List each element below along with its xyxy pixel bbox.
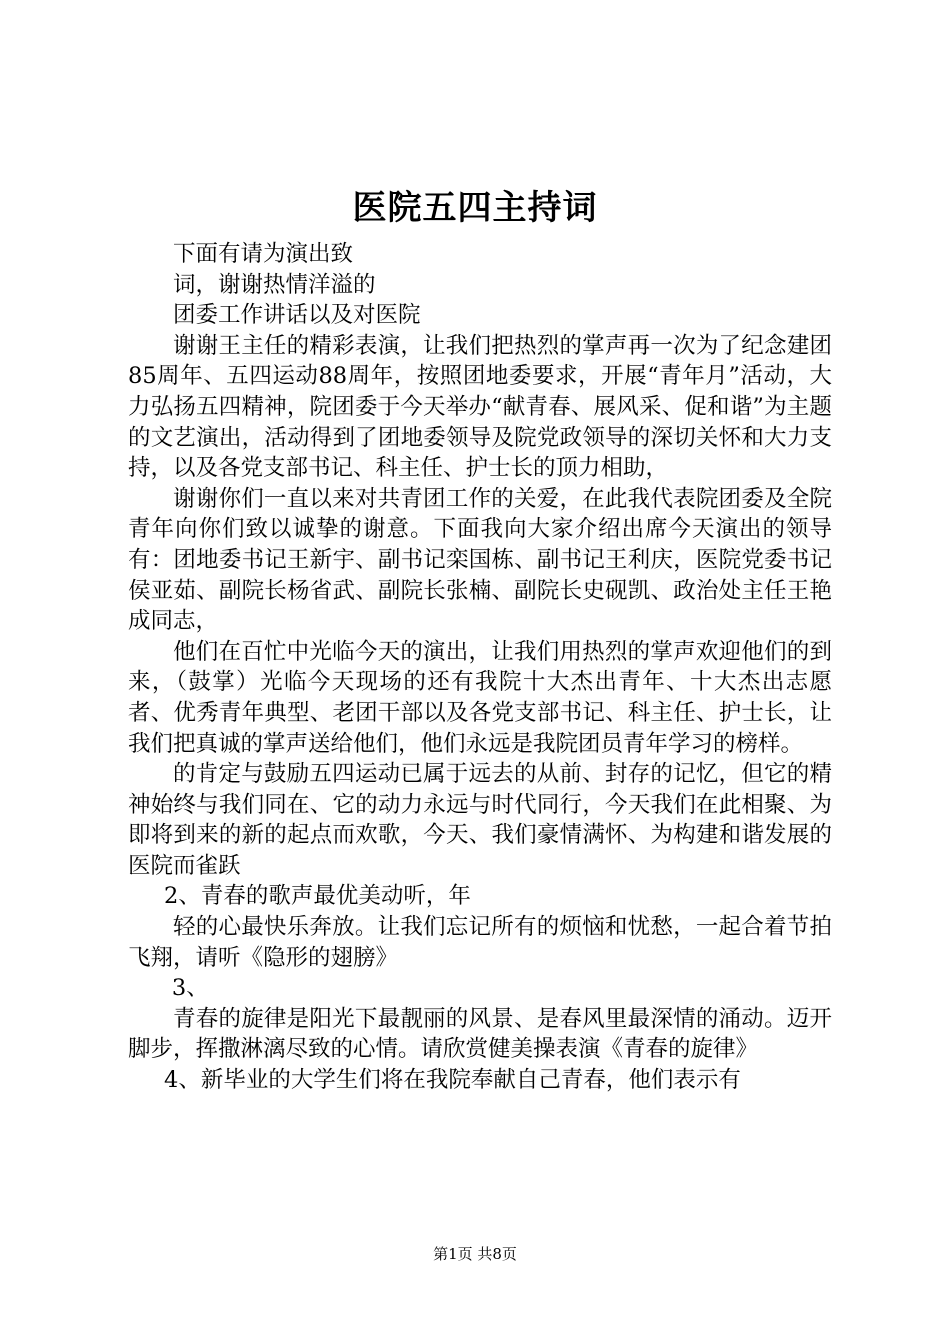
paragraph: 2、青春的歌声最优美动听，年 xyxy=(164,883,471,910)
paragraph: 3、 xyxy=(171,975,209,1002)
paragraph: 轻的心最快乐奔放。让我们忘记所有的烦恼和忧愁，一起合着节拍飞翔，请听《隐形的翅膀》 xyxy=(128,914,832,971)
paragraph: 词，谢谢热情洋溢的 xyxy=(173,271,376,298)
paragraph: 谢谢王主任的精彩表演，让我们把热烈的掌声再一次为了纪念建团85周年、五四运动88周年，按照团地委要求，开展“青年月”活动，大力弘扬五四精神，院团委于今天举办“献青春、展风采、促和谐”为主题的文艺演出，活动得到了团地委领导及院党政领导的深切关怀和大力支持，以及各党支部书记、科主任、护士长的顶力相助， xyxy=(128,332,832,482)
page-footer: 第1页 共8页 xyxy=(433,1245,517,1263)
paragraph: 团委工作讲话以及对医院 xyxy=(173,302,421,329)
paragraph: 下面有请为演出致 xyxy=(173,241,354,267)
paragraph: 的肯定与鼓励五四运动已属于远去的从前、封存的记忆，但它的精神始终与我们同在、它的动力永远与时代同行，今天我们在此相聚、为即将到来的新的起点而欢歌，今天、我们豪情满怀、为构建和谐发展的医院而雀跃 xyxy=(128,761,832,879)
document-body xyxy=(128,239,832,1096)
paragraph: 谢谢你们一直以来对共青团工作的关爱，在此我代表院团委及全院青年向你们致以诚挚的谢意。下面我向大家介绍出席今天演出的领导有：团地委书记王新宇、副书记栾国栋、副书记王利庆，医院党委书记侯亚茹、副院长杨省武、副院长张楠、副院长史砚凯、政治处主任王艳成同志， xyxy=(128,485,832,635)
document-title: 医院五四主持词 xyxy=(352,188,598,228)
paragraph: 4、新毕业的大学生们将在我院奉献自己青春，他们表示有 xyxy=(164,1067,741,1094)
paragraph: 他们在百忙中光临今天的演出，让我们用热烈的掌声欢迎他们的到来，（鼓掌）光临今天现场的还有我院十大杰出青年、十大杰出志愿者、优秀青年典型、老团干部以及各党支部书记、科主任、护士长，让我们把真诚的掌声送给他们，他们永远是我院团员青年学习的榜样。 xyxy=(128,638,832,757)
paragraph: 青春的旋律是阳光下最靓丽的风景、是春风里最深情的涌动。迈开脚步，挥撒淋漓尽致的心情。请欣赏健美操表演《青春的旋律》 xyxy=(128,1005,832,1063)
